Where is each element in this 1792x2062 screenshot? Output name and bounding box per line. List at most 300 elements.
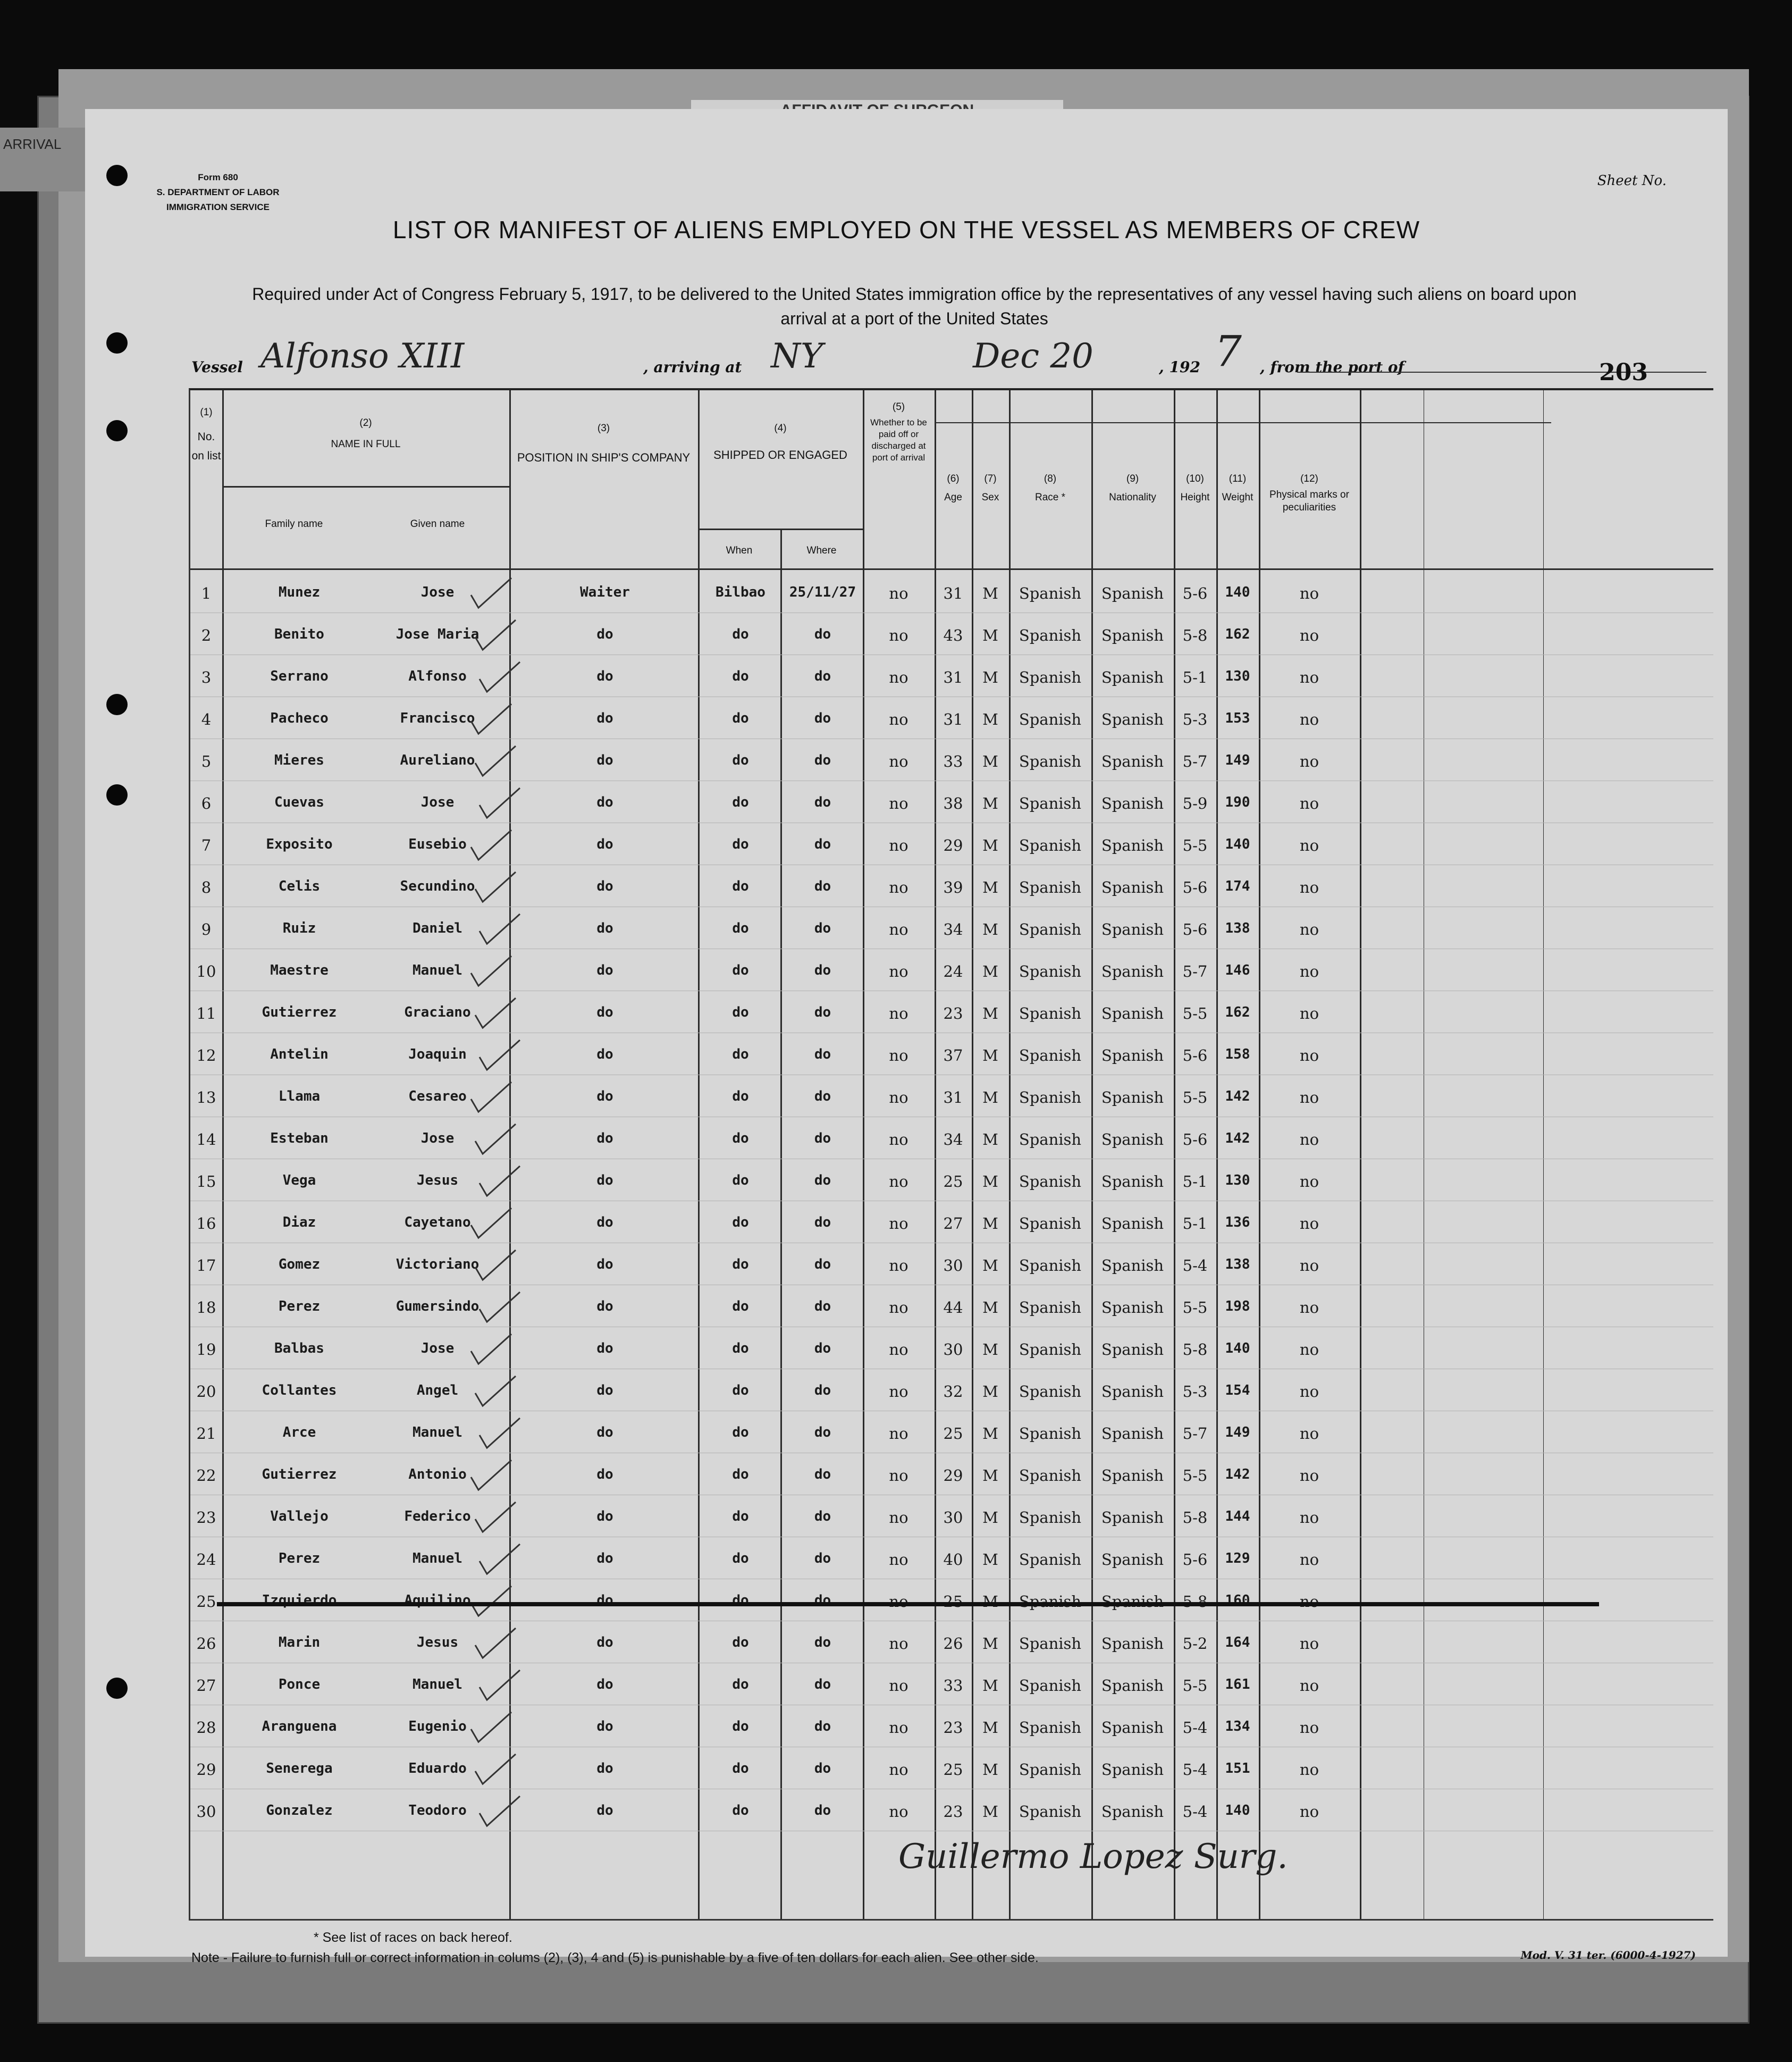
crew-height-cell: 5-4 [1182,1719,1208,1737]
crew-where-cell: do [814,1719,831,1734]
crew-paid-cell: no [889,920,908,938]
crew-position-cell: Waiter [580,584,630,600]
punch-hole [106,1678,128,1699]
crew-height-cell: 5-9 [1182,794,1208,812]
checkmark-icon [471,1247,519,1284]
crew-sex-cell: M [982,1424,998,1443]
crew-when-cell: do [732,668,749,684]
crew-paid-cell: no [889,1046,908,1064]
given-name-header: Given name [410,518,465,530]
penalty-note: Note - Failure to furnish full or correct information in colums (2), (3), 4 and (5) is punishable by a five of ten dollars for each alien. See other side. [191,1950,1039,1965]
col7-number: (7) [984,473,997,484]
crew-marks-cell: no [1299,752,1319,770]
crew-race-cell: Spanish [1019,1550,1082,1569]
crew-marks-cell: no [1299,1172,1319,1191]
vessel-name: Alfonso XIII [260,337,465,376]
crew-weight-cell: 161 [1225,1677,1250,1692]
crew-family-cell: Gomez [278,1256,321,1272]
crew-age-cell: 32 [943,1382,963,1401]
crew-weight-cell: 198 [1225,1298,1250,1314]
department-name: S. DEPARTMENT OF LABOR [156,187,280,197]
crew-marks-cell: no [1299,794,1319,812]
crew-position-cell: do [596,1634,613,1650]
crew-nationality-cell: Spanish [1101,1214,1164,1233]
crew-given-cell: Manuel [413,1677,462,1692]
crew-given-cell: Joaquin [408,1046,467,1062]
crew-no-cell: 22 [196,1466,216,1485]
crew-race-cell: Spanish [1019,1424,1082,1443]
crew-age-cell: 34 [943,920,963,938]
crew-given-cell: Aureliano [400,752,475,768]
crew-no-cell: 25 [196,1592,216,1611]
crew-nationality-cell: Spanish [1101,1550,1164,1569]
crew-given-cell: Jesus [416,1634,459,1650]
crew-given-cell: Teodoro [408,1803,467,1818]
crew-where-cell: do [814,1466,831,1482]
crew-sex-cell: M [982,1004,998,1022]
col2-number: (2) [359,417,372,429]
crew-no-cell: 16 [196,1214,216,1233]
crew-age-cell: 33 [943,752,963,770]
crew-weight-cell: 142 [1225,1088,1250,1104]
checkmark-icon [467,1079,515,1116]
crew-age-cell: 30 [943,1340,963,1359]
crew-height-cell: 5-6 [1182,920,1208,938]
crew-weight-cell: 149 [1225,1424,1250,1440]
crew-weight-cell: 140 [1225,1803,1250,1818]
crew-race-cell: Spanish [1019,1508,1082,1527]
crew-race-cell: Spanish [1019,1382,1082,1401]
crew-no-cell: 27 [196,1677,216,1695]
crew-paid-cell: no [889,962,908,980]
crew-sex-cell: M [982,1803,998,1821]
crew-given-cell: Manuel [413,962,462,978]
crew-position-cell: do [596,836,613,852]
crew-family-cell: Serrano [270,668,329,684]
year-prefix: , 192 [1159,358,1200,376]
crew-where-cell: do [814,836,831,852]
crew-when-cell: do [732,1424,749,1440]
crew-no-cell: 4 [201,710,212,728]
crew-when-cell: do [732,1466,749,1482]
checkmark-icon [467,575,515,612]
crew-given-cell: Eduardo [408,1761,467,1776]
crew-family-cell: Gutierrez [262,1466,337,1482]
crew-sex-cell: M [982,1550,998,1569]
crew-nationality-cell: Spanish [1101,1677,1164,1695]
crew-position-cell: do [596,1298,613,1314]
crew-height-cell: 5-5 [1182,1466,1208,1485]
crew-no-cell: 5 [201,752,212,770]
crew-nationality-cell: Spanish [1101,752,1164,770]
crew-weight-cell: 144 [1225,1508,1250,1524]
crew-marks-cell: no [1299,920,1319,938]
crew-when-cell: do [732,1214,749,1230]
crew-paid-cell: no [889,1634,908,1653]
crew-position-cell: do [596,1508,613,1524]
crew-height-cell: 5-8 [1182,1592,1208,1611]
vessel-line [191,326,1706,380]
col3-number: (3) [597,423,610,434]
crew-no-cell: 12 [196,1046,216,1064]
crew-no-cell: 17 [196,1256,216,1275]
form-revision: Mod. V. 31 ter. (6000-4-1927) [1520,1949,1696,1962]
crew-where-cell: do [814,794,831,810]
crew-race-cell: Spanish [1019,1172,1082,1191]
crew-height-cell: 5-7 [1182,752,1208,770]
crew-nationality-cell: Spanish [1101,1046,1164,1064]
crew-when-cell: do [732,1172,749,1188]
crew-weight-cell: 146 [1225,962,1250,978]
checkmark-icon [475,1667,523,1704]
race-header: Race * [1034,492,1066,503]
crew-paid-cell: no [889,1172,908,1191]
crew-height-cell: 5-5 [1182,836,1208,854]
crew-age-cell: 25 [943,1761,963,1779]
crew-paid-cell: no [889,1677,908,1695]
crew-where-cell: do [814,1761,831,1776]
crew-given-cell: Daniel [413,920,462,936]
crew-position-cell: do [596,710,613,726]
crew-family-cell: Llama [278,1088,321,1104]
crew-paid-cell: no [889,1298,908,1317]
crew-marks-cell: no [1299,1634,1319,1653]
crew-given-cell: Graciano [404,1004,471,1020]
col12-number: (12) [1300,473,1318,484]
crew-family-cell: Munez [278,584,321,600]
crew-no-cell: 29 [196,1761,216,1779]
crew-race-cell: Spanish [1019,1004,1082,1022]
crew-sex-cell: M [982,1340,998,1359]
crew-no-cell: 15 [196,1172,216,1191]
crew-sex-cell: M [982,626,998,644]
checkmark-icon [475,1289,523,1326]
crew-position-cell: do [596,1761,613,1776]
crew-marks-cell: no [1299,626,1319,644]
crew-height-cell: 5-5 [1182,1298,1208,1317]
crew-family-cell: Senerega [266,1761,333,1776]
crew-where-cell: do [814,668,831,684]
crew-marks-cell: no [1299,1466,1319,1485]
crew-sex-cell: M [982,1130,998,1149]
checkmark-icon [475,911,523,948]
checkmark-icon [475,1415,523,1452]
crew-race-cell: Spanish [1019,920,1082,938]
punch-hole [106,165,128,186]
crew-height-cell: 5-1 [1182,668,1208,686]
crew-height-cell: 5-7 [1182,962,1208,980]
crew-paid-cell: no [889,1424,908,1443]
crew-position-cell: do [596,794,613,810]
checkmark-icon [471,1373,519,1410]
crew-family-cell: Antelin [270,1046,329,1062]
crew-race-cell: Spanish [1019,836,1082,854]
crew-sex-cell: M [982,1508,998,1527]
year-digit: 7 [1215,326,1242,376]
crew-no-cell: 19 [196,1340,216,1359]
crew-given-cell: Jose [420,1340,455,1356]
crew-weight-cell: 130 [1225,668,1250,684]
crew-age-cell: 31 [943,584,963,602]
crew-when-cell: do [732,710,749,726]
crew-marks-cell: no [1299,1214,1319,1233]
crew-family-cell: Exposito [266,836,333,852]
from-port-label: , from the port of [1260,358,1404,376]
crew-position-cell: do [596,1214,613,1230]
crew-position-cell: do [596,1592,613,1608]
crew-marks-cell: no [1299,1382,1319,1401]
service-name: IMMIGRATION SERVICE [166,202,270,212]
crew-no-cell: 13 [196,1088,216,1107]
crew-race-cell: Spanish [1019,1298,1082,1317]
races-note: * See list of races on back hereof. [314,1930,512,1945]
crew-sex-cell: M [982,1214,998,1233]
checkmark-icon [471,1625,519,1662]
crew-when-cell: do [732,878,749,894]
crew-height-cell: 5-4 [1182,1803,1208,1821]
crew-given-cell: Antonio [408,1466,467,1482]
crew-no-cell: 7 [201,836,212,854]
crew-marks-cell: no [1299,1719,1319,1737]
crew-race-cell: Spanish [1019,1719,1082,1737]
checkmark-icon [471,743,519,780]
checkmark-icon [475,659,523,696]
crew-position-cell: do [596,962,613,978]
manifest-table [189,388,1713,1921]
marks-header: Physical marks or peculiarities [1269,489,1349,513]
crew-family-cell: Benito [274,626,324,642]
crew-age-cell: 30 [943,1508,963,1527]
crew-weight-cell: 164 [1225,1634,1250,1650]
crew-family-cell: Cuevas [274,794,324,810]
crew-paid-cell: no [889,1130,908,1149]
crew-sex-cell: M [982,1256,998,1275]
page-title: LIST OR MANIFEST OF ALIENS EMPLOYED ON THE VESSEL AS MEMBERS OF CREW [392,216,1420,244]
crew-weight-cell: 149 [1225,752,1250,768]
family-name-header: Family name [265,518,323,530]
crew-marks-cell: no [1299,1592,1319,1611]
crew-nationality-cell: Spanish [1101,626,1164,644]
crew-where-cell: do [814,1172,831,1188]
crew-age-cell: 23 [943,1004,963,1022]
col4-label: SHIPPED OR ENGAGED [713,448,847,462]
crew-age-cell: 30 [943,1256,963,1275]
crew-position-cell: do [596,1382,613,1398]
crew-sex-cell: M [982,794,998,812]
crew-where-cell: do [814,626,831,642]
crew-where-cell: do [814,1592,831,1608]
crew-paid-cell: no [889,1382,908,1401]
crew-weight-cell: 142 [1225,1130,1250,1146]
crew-where-cell: do [814,1550,831,1566]
crew-no-cell: 6 [201,794,212,812]
crew-race-cell: Spanish [1019,710,1082,728]
crew-when-cell: do [732,1256,749,1272]
strikethrough-line [217,1602,1599,1606]
crew-height-cell: 5-4 [1182,1761,1208,1779]
crew-race-cell: Spanish [1019,1466,1082,1485]
crew-race-cell: Spanish [1019,1592,1082,1611]
crew-race-cell: Spanish [1019,1340,1082,1359]
crew-when-cell: do [732,836,749,852]
crew-no-cell: 9 [201,920,212,938]
crew-position-cell: do [596,1677,613,1692]
when-header: When [726,545,753,556]
crew-nationality-cell: Spanish [1101,1298,1164,1317]
arrival-date: Dec 20 [973,337,1093,376]
crew-sex-cell: M [982,710,998,728]
crew-given-cell: Jose Maria [396,626,479,642]
crew-race-cell: Spanish [1019,1634,1082,1653]
crew-height-cell: 5-1 [1182,1172,1208,1191]
crew-position-cell: do [596,1340,613,1356]
crew-where-cell: do [814,1677,831,1692]
crew-age-cell: 25 [943,1172,963,1191]
crew-family-cell: Mieres [274,752,324,768]
crew-position-cell: do [596,1256,613,1272]
crew-height-cell: 5-6 [1182,878,1208,896]
crew-sex-cell: M [982,1719,998,1737]
crew-family-cell: Marin [278,1634,321,1650]
crew-age-cell: 44 [943,1298,963,1317]
crew-sex-cell: M [982,962,998,980]
crew-position-cell: do [596,1424,613,1440]
crew-position-cell: do [596,752,613,768]
crew-paid-cell: no [889,752,908,770]
crew-no-cell: 26 [196,1634,216,1653]
form-number: Form 680 [198,172,238,182]
crew-where-cell: do [814,1634,831,1650]
crew-paid-cell: no [889,1340,908,1359]
crew-sex-cell: M [982,836,998,854]
crew-height-cell: 5-3 [1182,1382,1208,1401]
crew-family-cell: Maestre [270,962,329,978]
crew-family-cell: Balbas [274,1340,324,1356]
crew-sex-cell: M [982,1466,998,1485]
checkmark-icon [475,1541,523,1578]
crew-height-cell: 5-6 [1182,1550,1208,1569]
crew-when-cell: do [732,1592,749,1608]
checkmark-icon [475,785,523,822]
crew-sex-cell: M [982,584,998,602]
crew-height-cell: 5-4 [1182,1256,1208,1275]
checkmark-icon [467,701,515,738]
checkmark-icon [467,1331,515,1368]
checkmark-icon [475,1163,523,1200]
arrival-port: NY [771,337,823,376]
crew-family-cell: Arce [282,1424,316,1440]
crew-marks-cell: no [1299,1298,1319,1317]
crew-given-cell: Secundino [400,878,475,894]
crew-where-cell: do [814,962,831,978]
crew-when-cell: do [732,1004,749,1020]
crew-marks-cell: no [1299,1256,1319,1275]
punch-hole [106,694,128,715]
crew-race-cell: Spanish [1019,878,1082,896]
crew-family-cell: Ruiz [282,920,316,936]
crew-family-cell: Ponce [278,1677,321,1692]
crew-no-cell: 1 [201,584,212,602]
crew-height-cell: 5-8 [1182,1340,1208,1359]
crew-no-cell: 24 [196,1550,216,1569]
checkmark-icon [471,1499,519,1536]
crew-weight-cell: 174 [1225,878,1250,894]
crew-position-cell: do [596,626,613,642]
crew-nationality-cell: Spanish [1101,1803,1164,1821]
crew-marks-cell: no [1299,878,1319,896]
crew-no-cell: 3 [201,668,212,686]
crew-no-cell: 21 [196,1424,216,1443]
crew-when-cell: do [732,1550,749,1566]
crew-family-cell: Celis [278,878,321,894]
page-subtitle: Required under Act of Congress February 5, 1917, to be delivered to the United States immigration office by the representatives of any vessel having such aliens on board upon arrival at a port of the United States [252,284,1577,328]
crew-height-cell: 5-8 [1182,1508,1208,1527]
crew-marks-cell: no [1299,962,1319,980]
crew-sex-cell: M [982,1592,998,1611]
manifest-page [85,109,1728,1965]
col5-label: Whether to be paid off or discharged at port of arrival [870,417,927,463]
crew-no-cell: 2 [201,626,212,644]
crew-weight-cell: 142 [1225,1466,1250,1482]
crew-nationality-cell: Spanish [1101,1088,1164,1107]
crew-race-cell: Spanish [1019,794,1082,812]
crew-position-cell: do [596,1550,613,1566]
crew-where-cell: do [814,920,831,936]
crew-family-cell: Izquierdo [262,1592,337,1608]
crew-weight-cell: 158 [1225,1046,1250,1062]
checkmark-icon [471,869,519,906]
col8-number: (8) [1044,473,1057,484]
crew-height-cell: 5-7 [1182,1424,1208,1443]
checkmark-icon [467,1709,515,1746]
crew-age-cell: 23 [943,1803,963,1821]
crew-marks-cell: no [1299,1803,1319,1821]
crew-given-cell: Eusebio [408,836,467,852]
crew-family-cell: Pacheco [270,710,329,726]
checkmark-icon [471,995,519,1032]
checkmark-icon [467,827,515,864]
crew-age-cell: 27 [943,1214,963,1233]
crew-marks-cell: no [1299,1130,1319,1149]
crew-height-cell: 5-6 [1182,1130,1208,1149]
crew-race-cell: Spanish [1019,1046,1082,1064]
sex-header: Sex [981,492,999,503]
crew-where-cell: do [814,710,831,726]
crew-when-cell: do [732,752,749,768]
crew-paid-cell: no [889,710,908,728]
crew-nationality-cell: Spanish [1101,1424,1164,1443]
crew-age-cell: 43 [943,626,963,644]
crew-given-cell: Victoriano [396,1256,479,1272]
weight-header: Weight [1222,492,1253,503]
header-bottom-line [190,568,1713,570]
crew-when-cell: do [732,962,749,978]
crew-race-cell: Spanish [1019,1256,1082,1275]
crew-weight-cell: 153 [1225,710,1250,726]
checkmark-icon [471,1751,519,1788]
crew-when-cell: do [732,794,749,810]
crew-age-cell: 23 [943,1719,963,1737]
crew-race-cell: Spanish [1019,668,1082,686]
crew-nationality-cell: Spanish [1101,668,1164,686]
crew-position-cell: do [596,1004,613,1020]
crew-family-cell: Vallejo [270,1508,329,1524]
checkmark-icon [471,1121,519,1158]
left-stub: ARRIVAL [0,128,88,191]
col3-label: POSITION IN SHIP'S COMPANY [517,451,691,464]
crew-height-cell: 5-8 [1182,626,1208,644]
crew-paid-cell: no [889,1803,908,1821]
